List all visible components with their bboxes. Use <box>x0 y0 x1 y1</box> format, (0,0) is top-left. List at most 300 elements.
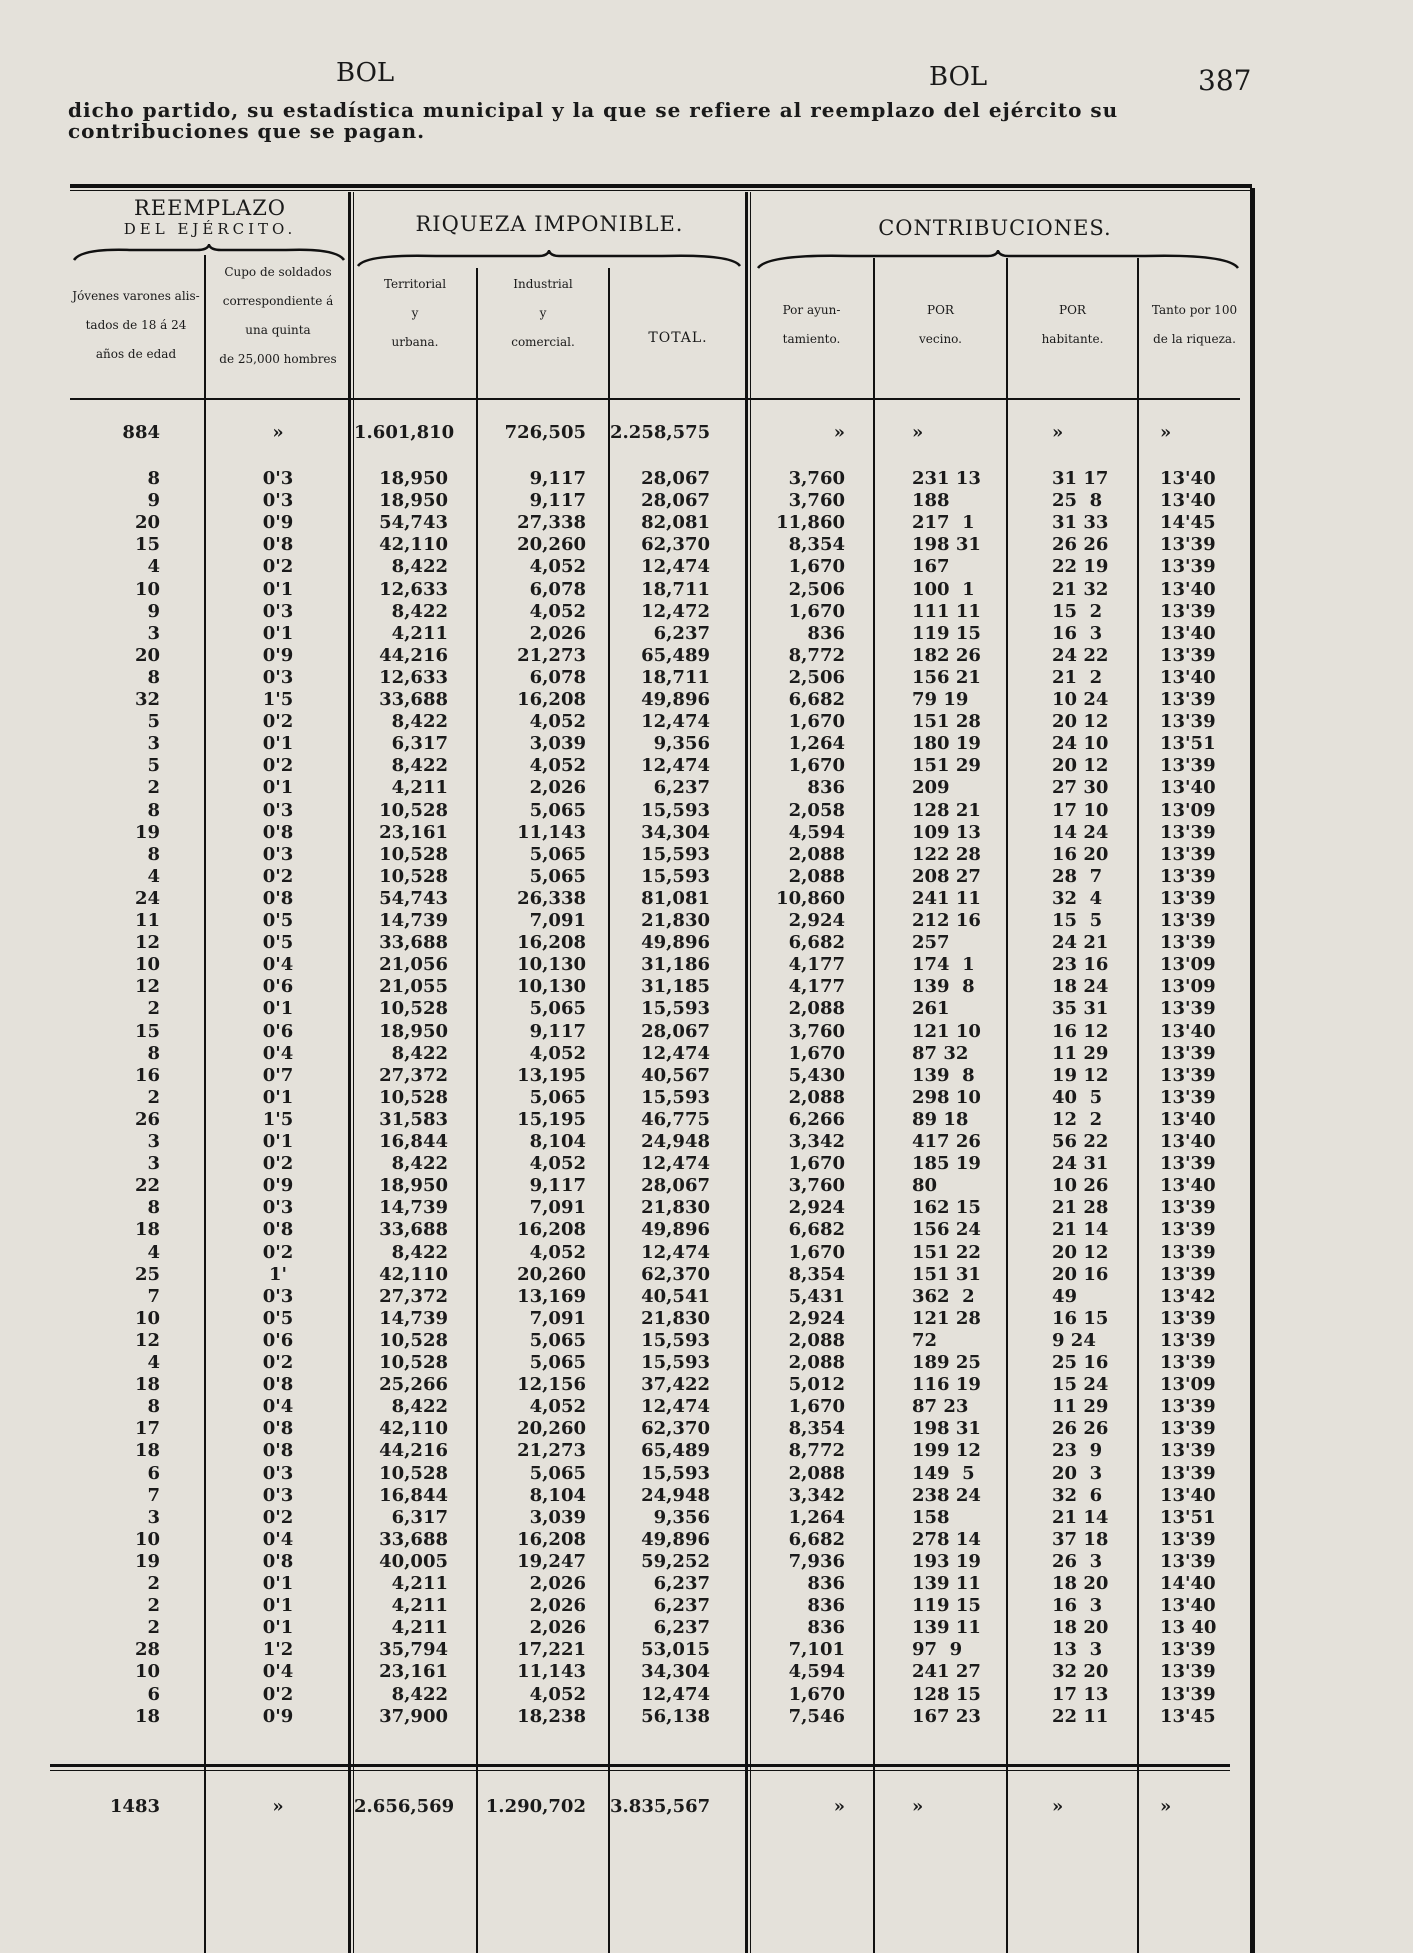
cell-tanto: 13'39 <box>1160 932 1216 953</box>
cell-tanto: 13'40 <box>1160 468 1216 489</box>
cell-industrial: 2,026 <box>529 777 586 798</box>
cell-cupo: 0'9 <box>262 1175 294 1196</box>
cell-jovenes: 4 <box>147 1352 160 1373</box>
cell-territorial: 25,266 <box>379 1374 448 1395</box>
cell-cupo: 1'5 <box>262 1109 294 1130</box>
cell-jovenes: 8 <box>147 1197 160 1218</box>
cell-habitante: 32 20 <box>1052 1661 1109 1682</box>
cell-total: 65,489 <box>641 645 710 666</box>
cell-vecino: 72 <box>912 1330 938 1351</box>
cell-industrial: 7,091 <box>529 1308 586 1329</box>
intro-line-2: contribuciones que se pagan. <box>68 119 426 143</box>
cell-habitante: 28 7 <box>1052 866 1103 887</box>
cell-tanto: 13'39 <box>1160 1264 1216 1285</box>
cell-vecino: 417 26 <box>912 1131 981 1152</box>
cell-cupo: 0'8 <box>262 1219 294 1240</box>
cell-territorial: 16,844 <box>379 1485 448 1506</box>
cell-jovenes: 32 <box>134 689 160 710</box>
cell-cupo: 0'8 <box>262 822 294 843</box>
cell-tanto: 13'40 <box>1160 667 1216 688</box>
cell-ayuntamiento: 6,682 <box>788 689 845 710</box>
cell-territorial: 8,422 <box>391 556 448 577</box>
cell-jovenes: 8 <box>147 844 160 865</box>
cell-habitante: 32 4 <box>1052 888 1103 909</box>
table-row <box>0 645 1413 667</box>
cell-tanto: 13'39 <box>1160 1308 1216 1329</box>
cell-cupo: 0'2 <box>262 866 294 887</box>
cell-ayuntamiento: 8,354 <box>788 534 845 555</box>
cell-total: 81,081 <box>641 888 710 909</box>
table-row <box>0 1684 1413 1706</box>
cell-vecino: 151 31 <box>912 1264 981 1285</box>
cell-habitante: 21 14 <box>1052 1219 1109 1240</box>
cell-ayuntamiento: 2,506 <box>788 667 845 688</box>
cell-vecino: 139 11 <box>912 1617 981 1638</box>
cell-total: 21,830 <box>641 1308 710 1329</box>
cell-territorial: 44,216 <box>379 1440 448 1461</box>
cell-industrial: 9,117 <box>529 1021 586 1042</box>
cell-tanto: 13'39 <box>1160 1330 1216 1351</box>
cell-vecino: 151 22 <box>912 1242 981 1263</box>
cell-total: 40,541 <box>641 1286 710 1307</box>
cell-industrial: 20,260 <box>517 1264 586 1285</box>
table-row <box>0 534 1413 556</box>
cell-vecino: 217 1 <box>912 512 975 533</box>
cell-territorial: 10,528 <box>379 1463 448 1484</box>
table-row <box>0 822 1413 844</box>
cell-cupo: 1' <box>268 1264 288 1285</box>
cell-cupo: 0'9 <box>262 1706 294 1727</box>
cell-ayuntamiento: » <box>833 1796 845 1817</box>
cell-ayuntamiento: 4,594 <box>788 822 845 843</box>
cell-jovenes: 3 <box>147 1153 160 1174</box>
cell-jovenes: 3 <box>147 1507 160 1528</box>
group-reemplazo <box>70 196 350 238</box>
table-row <box>0 1639 1413 1661</box>
cell-habitante: 16 3 <box>1052 623 1103 644</box>
cell-vecino: 128 15 <box>912 1684 981 1705</box>
table-row <box>0 1109 1413 1131</box>
cell-vecino: 261 <box>912 998 950 1019</box>
cell-vecino: 122 28 <box>912 844 981 865</box>
cell-habitante: 22 11 <box>1052 1706 1109 1727</box>
cell-tanto: 13'39 <box>1160 1242 1216 1263</box>
cell-tanto: 13'40 <box>1160 579 1216 600</box>
cell-industrial: 6,078 <box>529 667 586 688</box>
table-top-rule <box>70 184 1252 188</box>
cell-total: 56,138 <box>641 1706 710 1727</box>
cell-vecino: 151 28 <box>912 711 981 732</box>
cell-jovenes: 8 <box>147 1043 160 1064</box>
cell-cupo: 0'9 <box>262 512 294 533</box>
cell-territorial: 8,422 <box>391 1242 448 1263</box>
cell-tanto: 13'40 <box>1160 1175 1216 1196</box>
cell-industrial: 12,156 <box>517 1374 586 1395</box>
cell-cupo: 0'5 <box>262 910 294 931</box>
cell-ayuntamiento: 6,682 <box>788 1219 845 1240</box>
cell-territorial: 31,583 <box>379 1109 448 1130</box>
cell-tanto: 13'39 <box>1160 534 1216 555</box>
cell-total: 6,237 <box>653 1573 710 1594</box>
cell-ayuntamiento: 2,924 <box>788 1197 845 1218</box>
cell-territorial: 35,794 <box>379 1639 448 1660</box>
cell-total: 34,304 <box>641 1661 710 1682</box>
cell-industrial: 15,195 <box>517 1109 586 1130</box>
page-number: 387 <box>1198 64 1252 97</box>
cell-jovenes: 4 <box>147 866 160 887</box>
cell-tanto: 13'09 <box>1160 954 1216 975</box>
cell-habitante: 9 24 <box>1052 1330 1096 1351</box>
cell-vecino: 87 32 <box>912 1043 969 1064</box>
cell-total: 6,237 <box>653 1595 710 1616</box>
cell-total: 24,948 <box>641 1485 710 1506</box>
cell-total: 49,896 <box>641 1219 710 1240</box>
cell-jovenes: 10 <box>134 1529 160 1550</box>
cell-total: 18,711 <box>641 667 710 688</box>
cell-habitante: 16 15 <box>1052 1308 1109 1329</box>
cell-cupo: 1'5 <box>262 689 294 710</box>
cell-habitante: » <box>1052 422 1064 443</box>
cell-territorial: 10,528 <box>379 800 448 821</box>
table-row <box>0 932 1413 954</box>
cell-cupo: 0'2 <box>262 1153 294 1174</box>
cell-jovenes: 3 <box>147 1131 160 1152</box>
cell-jovenes: 8 <box>147 667 160 688</box>
cell-total: 15,593 <box>641 1352 710 1373</box>
cell-vecino: 199 12 <box>912 1440 981 1461</box>
cell-industrial: 2,026 <box>529 1617 586 1638</box>
cell-jovenes: 3 <box>147 623 160 644</box>
cell-industrial: 2,026 <box>529 1573 586 1594</box>
cell-habitante: 21 2 <box>1052 667 1103 688</box>
cell-industrial: 5,065 <box>529 800 586 821</box>
cell-tanto: 13'40 <box>1160 1021 1216 1042</box>
cell-industrial: 5,065 <box>529 1087 586 1108</box>
table-row <box>0 556 1413 578</box>
cell-ayuntamiento: 2,088 <box>788 1087 845 1108</box>
cell-cupo: 0'4 <box>262 1529 294 1550</box>
table-row <box>0 998 1413 1020</box>
cell-tanto: 13'39 <box>1160 1219 1216 1240</box>
cell-tanto: 13'39 <box>1160 689 1216 710</box>
cell-territorial: 23,161 <box>379 1661 448 1682</box>
cell-vecino: 208 27 <box>912 866 981 887</box>
table-row <box>0 866 1413 888</box>
cell-habitante: 56 22 <box>1052 1131 1109 1152</box>
cell-total: 12,474 <box>641 1242 710 1263</box>
cell-territorial: 14,739 <box>379 1308 448 1329</box>
cell-tanto: 13'39 <box>1160 711 1216 732</box>
cell-total: 21,830 <box>641 910 710 931</box>
cell-territorial: 10,528 <box>379 1330 448 1351</box>
cell-jovenes: 19 <box>134 1551 160 1572</box>
cell-territorial: 40,005 <box>379 1551 448 1572</box>
cell-ayuntamiento: 836 <box>807 1595 845 1616</box>
table-row <box>0 711 1413 733</box>
cell-ayuntamiento: 3,760 <box>788 1175 845 1196</box>
cell-total: 49,896 <box>641 689 710 710</box>
cell-habitante: 18 20 <box>1052 1617 1109 1638</box>
table-row <box>0 800 1413 822</box>
cell-vecino: 231 13 <box>912 468 981 489</box>
cell-habitante: 18 24 <box>1052 976 1109 997</box>
cell-territorial: 42,110 <box>379 534 448 555</box>
cell-habitante: 15 24 <box>1052 1374 1109 1395</box>
col-header-vecino: POR vecino. <box>919 303 962 346</box>
table-row <box>0 1573 1413 1595</box>
cell-vecino: 362 2 <box>912 1286 975 1307</box>
cell-cupo: 0'8 <box>262 888 294 909</box>
cell-total: 12,474 <box>641 755 710 776</box>
cell-habitante: 23 16 <box>1052 954 1109 975</box>
cell-jovenes: 22 <box>134 1175 160 1196</box>
cell-cupo: 0'3 <box>262 601 294 622</box>
cell-habitante: 32 6 <box>1052 1485 1103 1506</box>
cell-industrial: 27,338 <box>517 512 586 533</box>
cell-tanto: 13'09 <box>1160 976 1216 997</box>
cell-territorial: 18,950 <box>379 1175 448 1196</box>
cell-ayuntamiento: 3,342 <box>788 1485 845 1506</box>
cell-tanto: 13'39 <box>1160 1087 1216 1108</box>
cell-vecino: 209 <box>912 777 950 798</box>
cell-territorial: 42,110 <box>379 1418 448 1439</box>
cell-tanto: 13'40 <box>1160 777 1216 798</box>
table-row <box>0 490 1413 512</box>
cell-industrial: 7,091 <box>529 1197 586 1218</box>
cell-total: 37,422 <box>641 1374 710 1395</box>
cell-vecino: 180 19 <box>912 733 981 754</box>
cell-industrial: 4,052 <box>529 755 586 776</box>
cell-territorial: 33,688 <box>379 1219 448 1240</box>
table-row <box>0 1308 1413 1330</box>
cell-ayuntamiento: 836 <box>807 1573 845 1594</box>
cell-industrial: 4,052 <box>529 1396 586 1417</box>
cell-tanto: 13'39 <box>1160 601 1216 622</box>
cell-total: 12,474 <box>641 1043 710 1064</box>
cell-territorial: 23,161 <box>379 822 448 843</box>
cell-total: 15,593 <box>641 998 710 1019</box>
cell-total: 6,237 <box>653 623 710 644</box>
cell-vecino: 119 15 <box>912 1595 981 1616</box>
cell-industrial: 11,143 <box>517 822 586 843</box>
table-row <box>0 1065 1413 1087</box>
table-row <box>0 1661 1413 1683</box>
cell-territorial: 8,422 <box>391 1043 448 1064</box>
cell-territorial: 37,900 <box>379 1706 448 1727</box>
table-row <box>0 1352 1413 1374</box>
cell-ayuntamiento: 836 <box>807 777 845 798</box>
cell-tanto: 13'39 <box>1160 1065 1216 1086</box>
cell-total: 65,489 <box>641 1440 710 1461</box>
cell-industrial: 3,039 <box>529 1507 586 1528</box>
table-row <box>0 1706 1413 1728</box>
cell-vecino: 97 9 <box>912 1639 963 1660</box>
cell-industrial: 2,026 <box>529 623 586 644</box>
cell-ayuntamiento: 5,012 <box>788 1374 845 1395</box>
cell-tanto: 13'40 <box>1160 1595 1216 1616</box>
cell-ayuntamiento: 1,670 <box>788 711 845 732</box>
col-header-industrial: Industrial y comercial. <box>511 277 575 349</box>
cell-total: 15,593 <box>641 1463 710 1484</box>
cell-habitante: 24 10 <box>1052 733 1109 754</box>
table-row <box>0 468 1413 490</box>
cell-industrial: 4,052 <box>529 1043 586 1064</box>
cell-territorial: 33,688 <box>379 1529 448 1550</box>
cell-habitante: 21 14 <box>1052 1507 1109 1528</box>
cell-total: 28,067 <box>641 1021 710 1042</box>
cell-jovenes: 9 <box>147 490 160 511</box>
cell-jovenes: 5 <box>147 755 160 776</box>
table-row <box>0 777 1413 799</box>
cell-vecino: 89 18 <box>912 1109 969 1130</box>
cell-ayuntamiento: 1,670 <box>788 1242 845 1263</box>
cell-habitante: » <box>1052 1796 1064 1817</box>
cell-industrial: 4,052 <box>529 1153 586 1174</box>
table-row <box>0 1219 1413 1241</box>
cell-industrial: 4,052 <box>529 556 586 577</box>
cell-industrial: 20,260 <box>517 1418 586 1439</box>
cell-total: 34,304 <box>641 822 710 843</box>
cell-ayuntamiento: 6,682 <box>788 932 845 953</box>
cell-tanto: 13'39 <box>1160 1661 1216 1682</box>
cell-ayuntamiento: 2,088 <box>788 844 845 865</box>
cell-industrial: 20,260 <box>517 534 586 555</box>
cell-ayuntamiento: 6,682 <box>788 1529 845 1550</box>
cell-territorial: 18,950 <box>379 490 448 511</box>
cell-industrial: 4,052 <box>529 1684 586 1705</box>
cell-total: 31,186 <box>641 954 710 975</box>
cell-habitante: 20 12 <box>1052 711 1109 732</box>
cell-habitante: 15 2 <box>1052 601 1103 622</box>
cell-cupo: 0'7 <box>262 1065 294 1086</box>
table-row <box>0 1087 1413 1109</box>
cell-industrial: 21,273 <box>517 645 586 666</box>
cell-vecino: 257 <box>912 932 950 953</box>
cell-jovenes: 2 <box>147 1595 160 1616</box>
cell-cupo: 0'1 <box>262 998 294 1019</box>
cell-jovenes: 7 <box>147 1485 160 1506</box>
cell-tanto: 13'39 <box>1160 1418 1216 1439</box>
cell-ayuntamiento: 836 <box>807 1617 845 1638</box>
cell-jovenes: 20 <box>134 512 160 533</box>
cell-cupo: 0'4 <box>262 1396 294 1417</box>
cell-ayuntamiento: 836 <box>807 623 845 644</box>
cell-territorial: 10,528 <box>379 1087 448 1108</box>
cell-vecino: 158 <box>912 1507 950 1528</box>
cell-industrial: 16,208 <box>517 1529 586 1550</box>
cell-total: 9,356 <box>653 1507 710 1528</box>
table-row <box>0 1374 1413 1396</box>
cell-industrial: 5,065 <box>529 1330 586 1351</box>
cell-habitante: 49 <box>1052 1286 1078 1307</box>
cell-habitante: 26 26 <box>1052 1418 1109 1439</box>
table-row <box>0 1264 1413 1286</box>
cell-cupo: 0'3 <box>262 800 294 821</box>
cell-vecino: 100 1 <box>912 579 975 600</box>
cell-total: 49,896 <box>641 1529 710 1550</box>
cell-habitante: 24 31 <box>1052 1153 1109 1174</box>
cell-territorial: 14,739 <box>379 910 448 931</box>
table-row <box>0 512 1413 534</box>
cell-jovenes: 8 <box>147 1396 160 1417</box>
cell-cupo: 0'2 <box>262 1242 294 1263</box>
brace-contribuciones <box>756 250 1240 270</box>
cell-ayuntamiento: 1,670 <box>788 1684 845 1705</box>
cell-territorial: 2.656,569 <box>354 1796 455 1817</box>
cell-total: 53,015 <box>641 1639 710 1660</box>
cell-vecino: 121 10 <box>912 1021 981 1042</box>
cell-jovenes: 6 <box>147 1463 160 1484</box>
cell-industrial: 13,169 <box>517 1286 586 1307</box>
cell-ayuntamiento: 3,760 <box>788 490 845 511</box>
group-reemplazo-line2: DEL EJÉRCITO. <box>123 220 297 238</box>
cell-ayuntamiento: 2,088 <box>788 998 845 1019</box>
cell-vecino: 174 1 <box>912 954 975 975</box>
table-row <box>0 1242 1413 1264</box>
cell-territorial: 8,422 <box>391 711 448 732</box>
cell-cupo: 0'8 <box>262 1418 294 1439</box>
cell-jovenes: 8 <box>147 800 160 821</box>
brace-riqueza <box>356 250 742 268</box>
cell-industrial: 18,238 <box>517 1706 586 1727</box>
cell-habitante: 13 3 <box>1052 1639 1103 1660</box>
table-row <box>0 1153 1413 1175</box>
cell-ayuntamiento: 1,670 <box>788 1396 845 1417</box>
cell-industrial: 5,065 <box>529 1463 586 1484</box>
cell-vecino: 241 11 <box>912 888 981 909</box>
cell-vecino: 80 <box>912 1175 938 1196</box>
cell-industrial: 26,338 <box>517 888 586 909</box>
cell-tanto: 13'39 <box>1160 1043 1216 1064</box>
cell-total: 2.258,575 <box>610 422 711 443</box>
cell-ayuntamiento: 1,670 <box>788 601 845 622</box>
cell-ayuntamiento: 8,354 <box>788 1264 845 1285</box>
cell-tanto: 13'39 <box>1160 844 1216 865</box>
cell-jovenes: 2 <box>147 1617 160 1638</box>
cell-industrial: 16,208 <box>517 689 586 710</box>
cell-cupo: 0'9 <box>262 645 294 666</box>
cell-territorial: 54,743 <box>379 512 448 533</box>
table-row <box>0 1330 1413 1352</box>
cell-jovenes: 15 <box>134 1021 160 1042</box>
cell-industrial: 13,195 <box>517 1065 586 1086</box>
cell-vecino: 151 29 <box>912 755 981 776</box>
cell-ayuntamiento: 2,924 <box>788 1308 845 1329</box>
table-row <box>0 1463 1413 1485</box>
cell-tanto: 13'39 <box>1160 755 1216 776</box>
cell-jovenes: 20 <box>134 645 160 666</box>
cell-jovenes: 2 <box>147 998 160 1019</box>
cell-ayuntamiento: 11,860 <box>776 512 845 533</box>
cell-territorial: 10,528 <box>379 844 448 865</box>
cell-habitante: 23 9 <box>1052 1440 1103 1461</box>
cell-vecino: 156 24 <box>912 1219 981 1240</box>
cell-industrial: 4,052 <box>529 1242 586 1263</box>
cell-ayuntamiento: 6,266 <box>788 1109 845 1130</box>
table-row <box>0 954 1413 976</box>
cell-cupo: 0'6 <box>262 1330 294 1351</box>
cell-total: 18,711 <box>641 579 710 600</box>
cell-total: 21,830 <box>641 1197 710 1218</box>
cell-territorial: 8,422 <box>391 601 448 622</box>
cell-jovenes: 17 <box>134 1418 160 1439</box>
cell-vecino: 149 5 <box>912 1463 975 1484</box>
cell-ayuntamiento: 1,670 <box>788 1043 845 1064</box>
cell-total: 12,474 <box>641 556 710 577</box>
summary-row <box>0 422 1413 444</box>
cell-industrial: 9,117 <box>529 468 586 489</box>
table-row <box>0 1286 1413 1308</box>
